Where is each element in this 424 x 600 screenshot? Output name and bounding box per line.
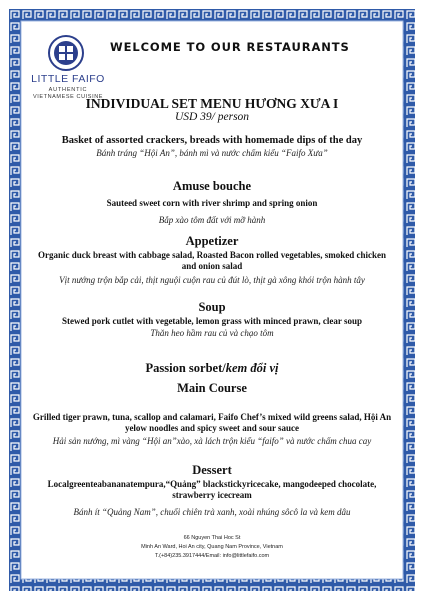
menu-title: INDIVIDUAL SET MENU HƯƠNG XƯA I — [85, 96, 339, 111]
footer-address-1: 66 Nguyen Thai Hoc St — [183, 535, 241, 541]
main-vi: Hải sản nướng, mì vàng “Hội an”xào, xà lách trộn kiểu “faifo” và nước chấm chua cay — [52, 436, 372, 446]
amuse-vi: Bắp xào tôm đất với mỡ hành — [158, 215, 266, 225]
footer-address-2: Minh An Ward, Hoi An city, Quang Nam Province, Vietnam — [141, 544, 283, 550]
starter-section — [30, 135, 394, 159]
brand-tagline-2: VIETNAMESE CUISINE — [32, 94, 104, 100]
menu-price: USD 39/ person — [174, 111, 250, 123]
soup-vi: Thăn heo hầm rau củ và chạo tôm — [150, 328, 274, 338]
appetizer-vi: Vịt nướng trộn bắp cải, thịt nguội cuộn rau củ đút lò, thịt gà xông khói trộn hành tây — [59, 275, 365, 285]
main-heading: Main Course — [177, 381, 247, 395]
starter-vi: Bánh tráng “Hội An”, bánh mì và nước chấm kiểu “Faifo Xưa” — [96, 148, 328, 158]
dessert-en: Localgreenteabananatempura,“Quảng” blackstickyricecake, mangodeeped chocolate, strawberry icecream — [47, 479, 377, 500]
amuse-en: Sauteed sweet corn with river shrimp and spring onion — [106, 198, 318, 208]
dessert-vi: Bánh ít “Quảng Nam”, chuối chiên trà xanh, xoài nhúng sôcô la và kem dâu — [73, 507, 351, 517]
soup-en: Stewed pork cutlet with vegetable, lemon grass with minced prawn, clear soup — [61, 316, 363, 326]
sorbet-section — [30, 359, 394, 377]
sorbet-heading-vi: kem đổi vị — [225, 361, 279, 375]
footer-contact: T.(+84)235.3917444/Email: info@littlefaifo.com — [154, 553, 270, 559]
main-en: Grilled tiger prawn, tuna, scallop and calamari, Faifo Chef’s mixed wild greens salad, Hội An yelow noodles and spicy sweet and sour sauce — [32, 412, 392, 433]
welcome-heading: WELCOME TO OUR RESTAURANTS — [110, 40, 350, 54]
brand-tagline-1: AUTHENTIC — [48, 87, 88, 93]
brand-name: LITTLE FAIFO — [31, 73, 105, 85]
starter-en: Basket of assorted crackers, breads with homemade dips of the day — [61, 135, 363, 146]
appetizer-section — [30, 234, 394, 286]
appetizer-en: Organic duck breast with cabbage salad, Roasted Bacon rolled vegetables, smoked chicken and onion salad — [38, 250, 386, 271]
sorbet-heading: Passion sorbet/ — [145, 361, 226, 375]
logo-emblem-icon — [40, 33, 92, 77]
main-section — [30, 381, 394, 447]
dessert-section — [30, 463, 394, 518]
soup-section — [30, 300, 394, 339]
appetizer-heading: Appetizer — [185, 234, 239, 248]
soup-heading: Soup — [198, 300, 226, 314]
amuse-section — [30, 179, 394, 226]
amuse-heading: Amuse bouche — [172, 179, 252, 193]
dessert-heading: Dessert — [192, 463, 232, 477]
